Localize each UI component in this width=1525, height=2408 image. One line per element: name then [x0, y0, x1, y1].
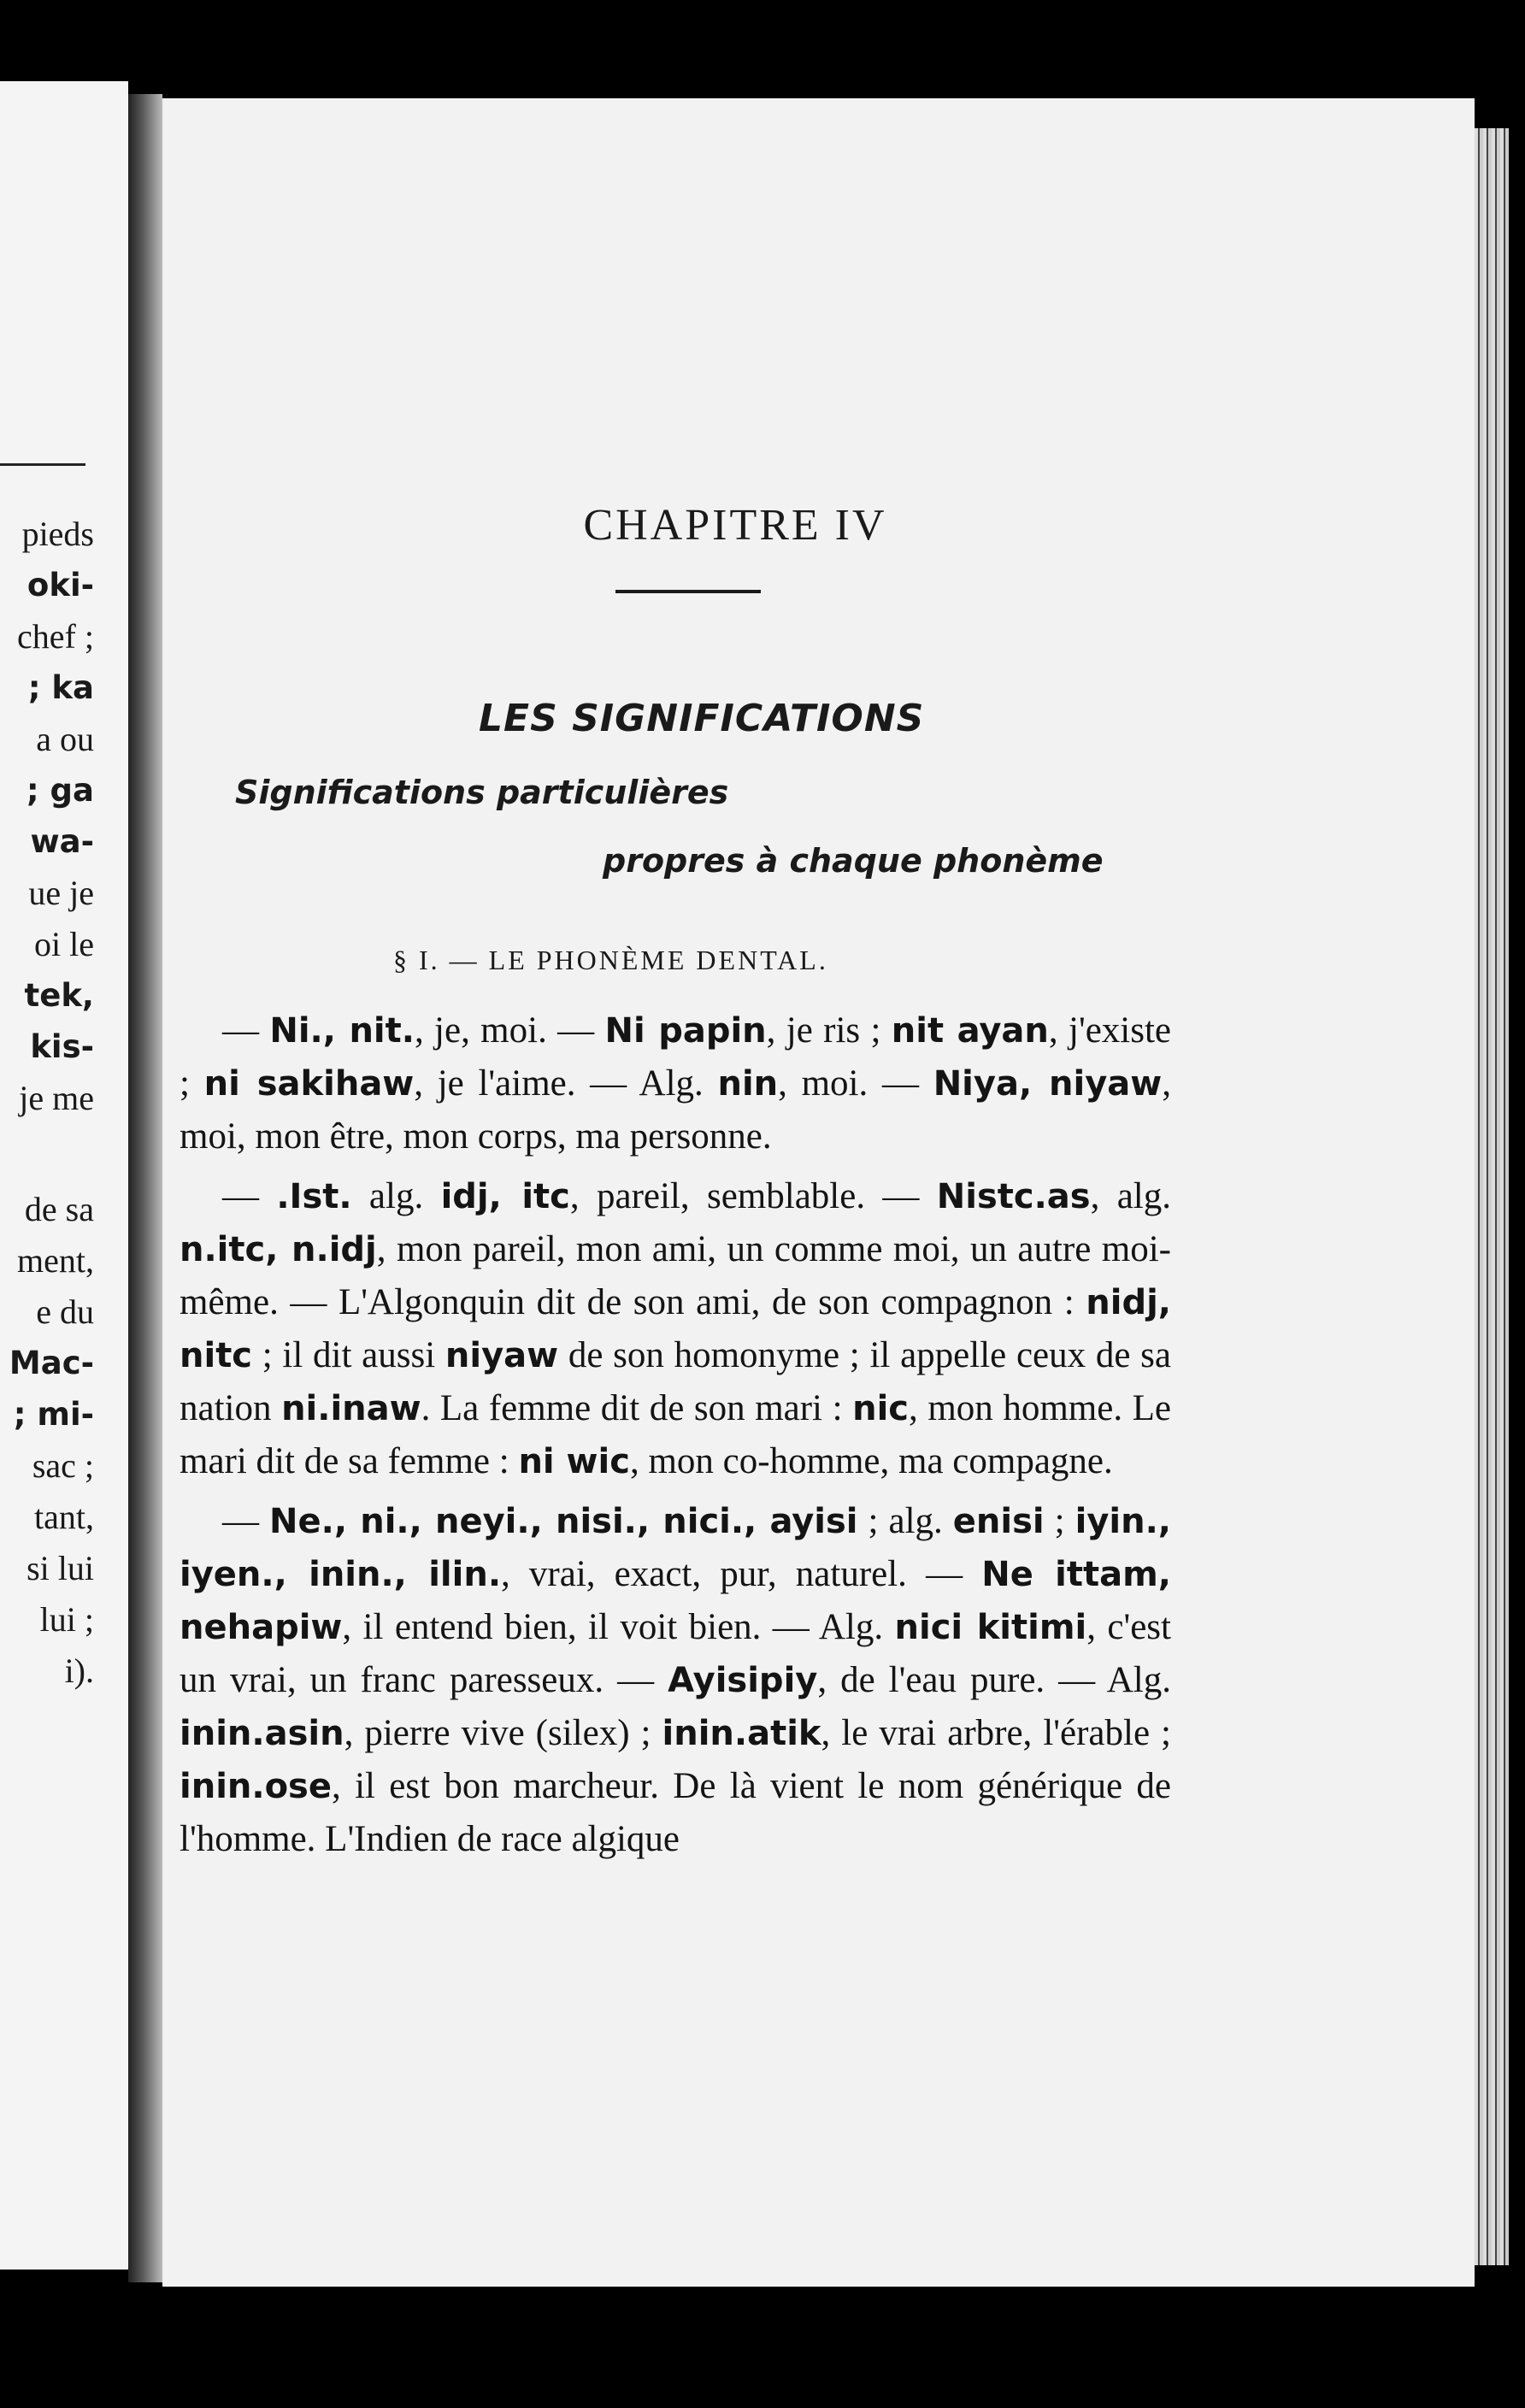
previous-page-line: ue je: [28, 874, 94, 912]
chapter-heading: CHAPITRE IV: [583, 501, 887, 550]
text: , pierre vive (silex) ;: [344, 1713, 662, 1753]
term: inin.asin: [180, 1714, 344, 1753]
term: inin.ose: [180, 1767, 332, 1806]
previous-page-line: tant,: [34, 1498, 94, 1536]
text: , moi. —: [778, 1063, 933, 1104]
text: , pareil, semblable. —: [569, 1176, 937, 1216]
text: , mon co-homme, ma compagne.: [629, 1441, 1113, 1481]
text: , moi, mon être, mon corps, ma personne.: [180, 1063, 1171, 1157]
text: , vrai, exact, pur, naturel. —: [501, 1554, 982, 1594]
previous-page-line: je me: [19, 1079, 94, 1117]
section-title: LES SIGNIFICATIONS: [479, 697, 925, 740]
term: niyaw: [445, 1336, 559, 1375]
paragraph: [180, 1495, 1171, 1866]
text: , mon homme. Le mari dit de sa femme :: [180, 1388, 1172, 1481]
text: , il est bon marcheur. De là vient le nom générique de l'homme. L'Indien de race algique: [180, 1766, 1171, 1859]
text: , mon pareil, mon ami, un comme moi, un autre moi-même. — L'Algonquin dit de son ami, de son compagnon :: [180, 1229, 1171, 1322]
term: ni.inaw: [281, 1389, 421, 1428]
dash: —: [222, 1010, 270, 1051]
text: , c'est un vrai, un franc paresseux. —: [180, 1607, 1171, 1700]
previous-page-line: oi le: [34, 925, 94, 963]
term: idj, itc: [440, 1177, 570, 1216]
previous-page-line: de sa: [24, 1190, 94, 1228]
previous-page-line: ment,: [17, 1241, 94, 1280]
paragraph: [180, 1004, 1171, 1163]
text: ;: [1044, 1501, 1075, 1541]
term: Ne., ni., neyi., nisi., nici., ayisi: [269, 1502, 858, 1541]
text: . La femme dit de son mari :: [421, 1388, 853, 1428]
previous-page-line: oki-: [26, 567, 94, 603]
term: ni wic: [518, 1442, 630, 1481]
term: enisi: [952, 1502, 1045, 1541]
previous-page-rule: [0, 463, 85, 466]
paragraph: [180, 1170, 1171, 1488]
previous-page-line: a ou: [36, 720, 94, 758]
term: Nistc.as: [936, 1177, 1091, 1216]
term: inin.atik: [662, 1714, 821, 1753]
term: Ni papin: [604, 1011, 767, 1051]
previous-page-fragment: [0, 81, 128, 2270]
previous-page-line: lui ;: [39, 1600, 94, 1639]
book-gutter-shadow: [128, 94, 162, 2282]
previous-page-line: [0, 1124, 94, 1184]
term: ni sakihaw: [203, 1064, 415, 1104]
previous-page-line: tek,: [24, 977, 94, 1014]
dash: —: [222, 1501, 270, 1541]
previous-page-line: kis-: [30, 1028, 94, 1065]
text: de son homonyme ; il appelle ceux de sa nation: [180, 1335, 1171, 1428]
previous-page-line: chef ;: [17, 617, 94, 656]
previous-page-line: si lui: [26, 1549, 94, 1587]
text: , de l'eau pure. — Alg.: [817, 1660, 1171, 1700]
previous-page-line: wa-: [30, 823, 94, 860]
dash: —: [222, 1176, 277, 1216]
term: n.itc, n.idj: [180, 1230, 377, 1269]
text: , je l'aime. — Alg.: [414, 1063, 718, 1104]
text: alg.: [351, 1176, 441, 1216]
book-page: [162, 98, 1475, 2287]
previous-page-line: e du: [36, 1292, 94, 1331]
term: Niya, niyaw: [933, 1064, 1163, 1104]
text: , j'existe ;: [180, 1010, 1171, 1104]
previous-page-text: [0, 509, 94, 1697]
previous-page-line: ; ka: [27, 669, 94, 706]
section-heading: § I. — LE PHONÈME DENTAL.: [393, 945, 828, 975]
previous-page-line: sac ;: [32, 1446, 94, 1485]
term: iyin., iyen., inin., ilin.: [180, 1502, 1171, 1594]
term: nidj, nitc: [180, 1283, 1171, 1375]
subtitle-line-1: Significations particulières: [235, 774, 729, 811]
text: , alg.: [1090, 1176, 1171, 1216]
term: Ni., nit.: [269, 1011, 415, 1051]
term: nic: [852, 1389, 910, 1428]
previous-page-line: pieds: [21, 515, 94, 553]
text: , il entend bien, il voit bien. — Alg.: [342, 1607, 895, 1647]
term: nin: [717, 1064, 779, 1104]
previous-page-line: Mac-: [9, 1345, 94, 1381]
previous-page-line: i).: [64, 1651, 94, 1690]
text: , je ris ;: [766, 1010, 892, 1051]
previous-page-line: ; mi-: [13, 1396, 94, 1433]
page-edge-stack: [1475, 128, 1509, 2265]
body-text: [180, 1004, 1171, 1873]
text: , je, moi. —: [414, 1010, 605, 1051]
term: nit ayan: [891, 1011, 1049, 1051]
previous-page-line: ; ga: [26, 772, 94, 809]
term: nici kitimi: [894, 1608, 1087, 1647]
term: Ne ittam, nehapiw: [180, 1555, 1171, 1647]
term: Ayisipiy: [668, 1661, 818, 1700]
text: , le vrai arbre, l'érable ;: [821, 1713, 1172, 1753]
text: ; il dit aussi: [252, 1335, 445, 1375]
term: .Ist.: [276, 1177, 352, 1216]
subtitle-line-2: propres à chaque phonème: [603, 842, 1104, 880]
chapter-rule: [615, 590, 761, 593]
text: ; alg.: [857, 1501, 953, 1541]
